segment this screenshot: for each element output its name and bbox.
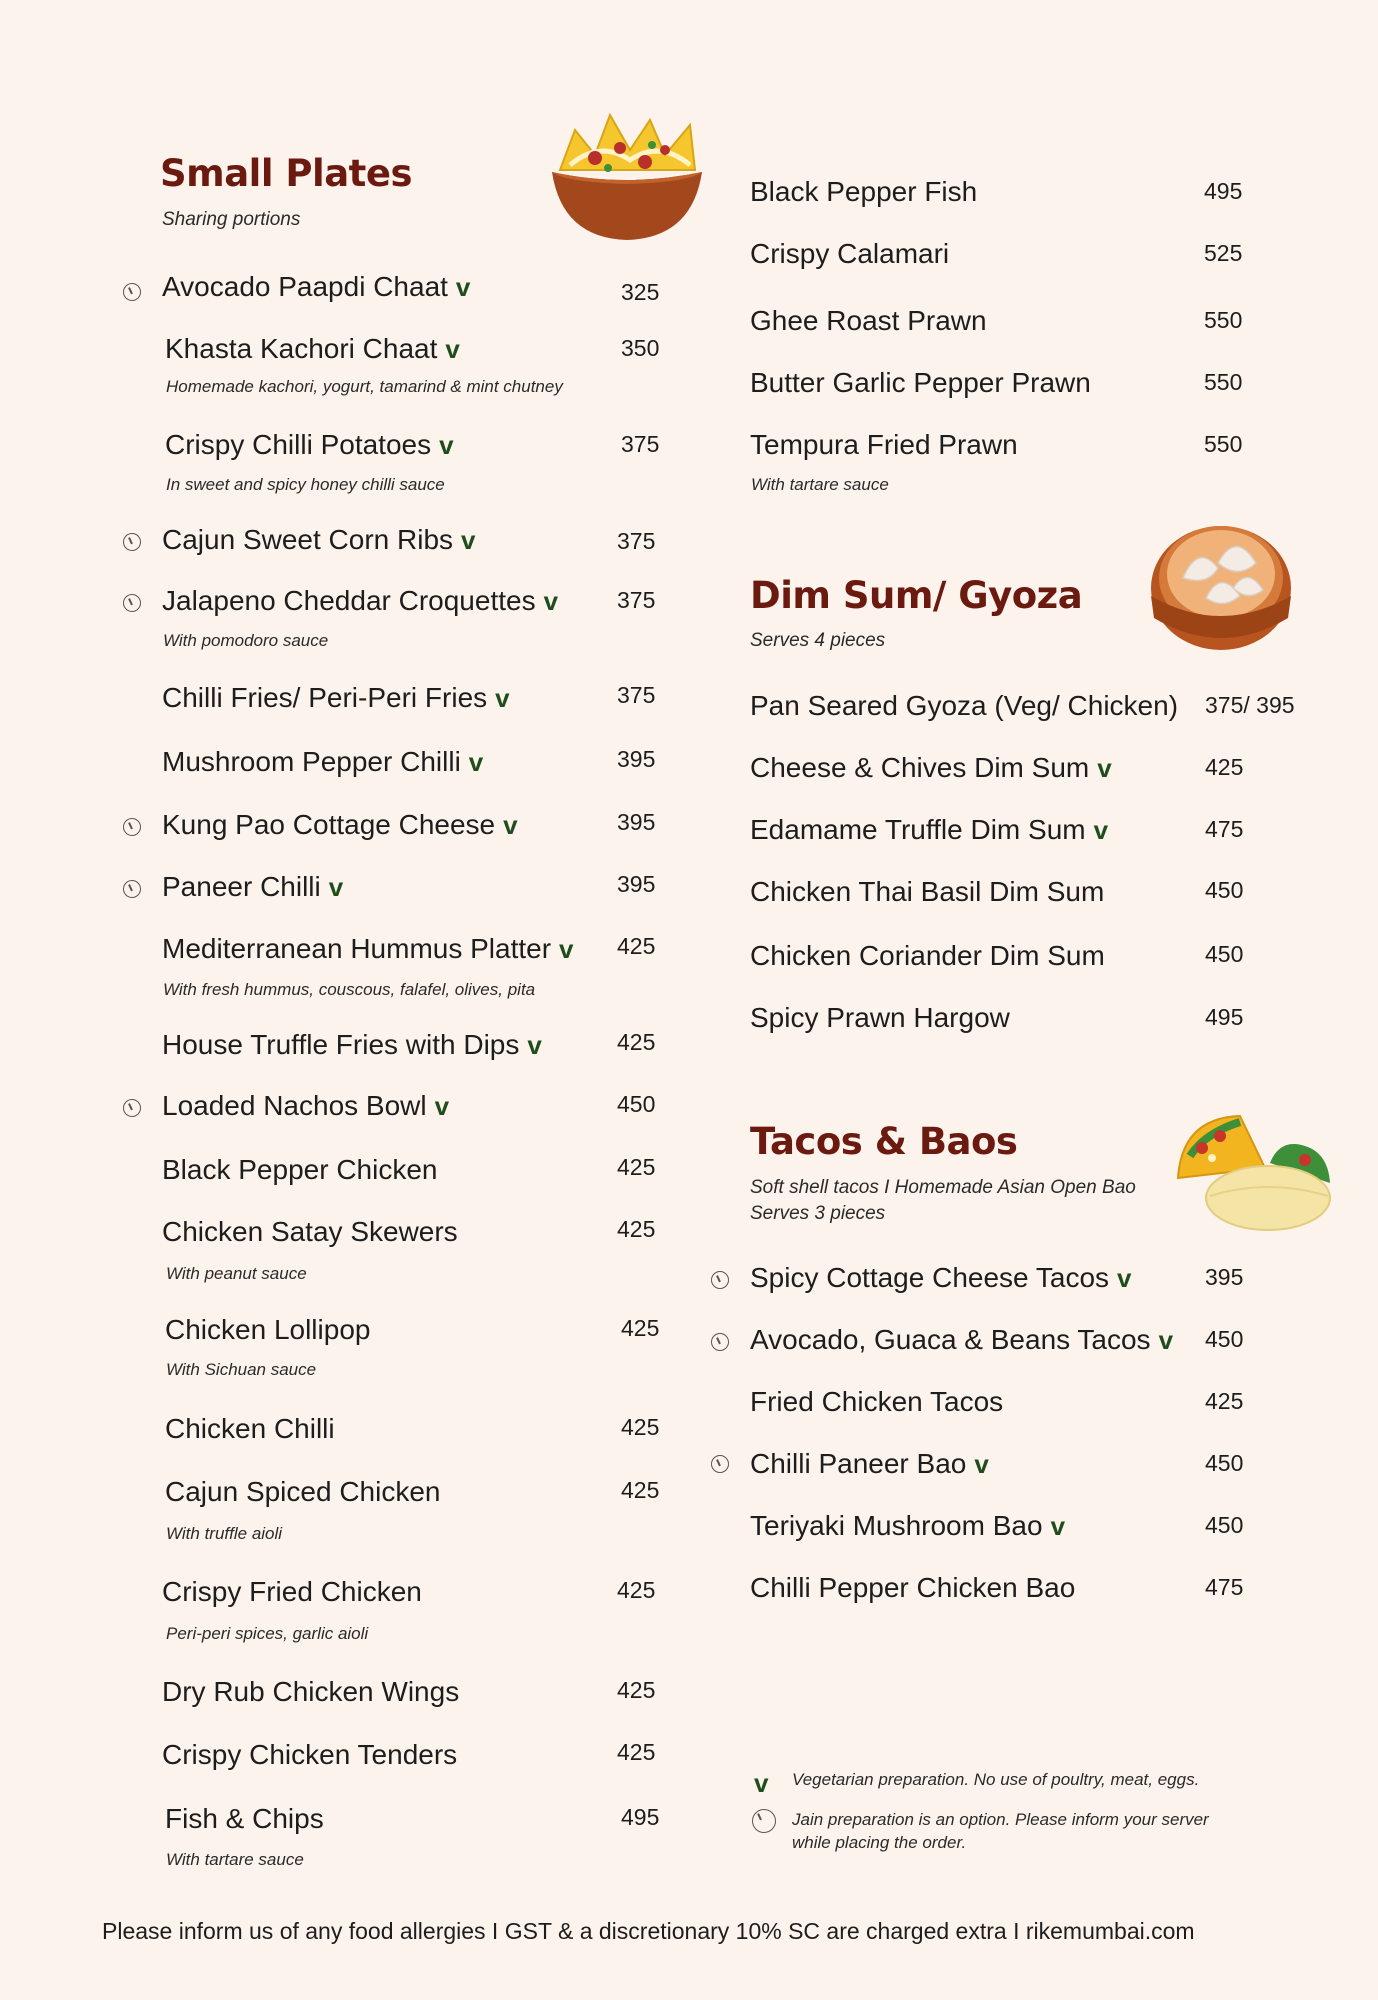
menu-item bbox=[750, 876, 1104, 908]
item-name: Paneer Chilli bbox=[162, 871, 321, 902]
footer-note: Please inform us of any food allergies I GST & a discretionary 10% SC are charged extra I rikemumbai.com bbox=[102, 1918, 1195, 1944]
item-price: 425 bbox=[621, 1477, 660, 1503]
veg-icon: v bbox=[543, 586, 559, 616]
item-name: Loaded Nachos Bowl bbox=[162, 1090, 427, 1121]
jain-icon bbox=[123, 533, 141, 551]
item-price: 425 bbox=[617, 1739, 656, 1765]
item-price: 450 bbox=[1205, 1512, 1244, 1538]
menu-item bbox=[750, 305, 987, 337]
item-name: Pan Seared Gyoza (Veg/ Chicken) bbox=[750, 690, 1179, 721]
veg-icon: v bbox=[455, 272, 471, 302]
menu-item bbox=[162, 1576, 422, 1608]
veg-icon: v bbox=[503, 810, 518, 840]
item-name: Crispy Chilli Potatoes bbox=[165, 429, 432, 460]
item-name: Cajun Sweet Corn Ribs bbox=[162, 524, 454, 555]
menu-item bbox=[162, 1216, 458, 1248]
item-price: 425 bbox=[617, 1677, 656, 1703]
veg-icon: v bbox=[527, 1030, 542, 1060]
menu-item bbox=[162, 682, 510, 714]
tacos-title: Tacos & Baos bbox=[750, 1120, 1018, 1163]
menu-item bbox=[162, 271, 470, 303]
jain-legend-text-line1: Jain preparation is an option. Please inform your server bbox=[792, 1810, 1209, 1829]
jain-icon bbox=[711, 1455, 729, 1473]
item-name: Fish & Chips bbox=[165, 1803, 324, 1834]
menu-item bbox=[750, 752, 1112, 784]
item-name: Spicy Prawn Hargow bbox=[750, 1002, 1010, 1033]
item-description: With tartare sauce bbox=[751, 475, 889, 494]
veg-legend-text: Vegetarian preparation. No use of poultry, meat, eggs. bbox=[792, 1770, 1200, 1789]
item-name: Avocado, Guaca & Beans Tacos bbox=[750, 1324, 1151, 1355]
menu-item bbox=[165, 429, 454, 461]
small-plates-subtitle: Sharing portions bbox=[162, 209, 301, 230]
menu-item bbox=[162, 1029, 542, 1061]
veg-icon: v bbox=[495, 683, 510, 713]
item-description: With tartare sauce bbox=[166, 1850, 304, 1869]
veg-icon: v bbox=[1050, 1511, 1066, 1541]
item-name: Spicy Cottage Cheese Tacos bbox=[750, 1262, 1110, 1293]
item-price: 425 bbox=[617, 1577, 656, 1603]
jain-icon bbox=[711, 1333, 729, 1351]
item-name: Fried Chicken Tacos bbox=[750, 1386, 1004, 1417]
menu-item bbox=[162, 746, 483, 778]
menu-item bbox=[165, 1476, 441, 1508]
menu-item bbox=[165, 333, 460, 365]
dim-sum-subtitle: Serves 4 pieces bbox=[750, 630, 886, 651]
item-price: 395 bbox=[1205, 1264, 1244, 1290]
veg-icon: v bbox=[1117, 1263, 1132, 1293]
item-name: Jalapeno Cheddar Croquettes bbox=[162, 585, 536, 616]
item-name: Edamame Truffle Dim Sum bbox=[750, 814, 1086, 845]
item-name: Avocado Paapdi Chaat bbox=[162, 271, 448, 302]
item-description: In sweet and spicy honey chilli sauce bbox=[166, 475, 445, 494]
jain-icon bbox=[123, 880, 141, 898]
item-name: House Truffle Fries with Dips bbox=[162, 1029, 520, 1060]
item-name: Crispy Fried Chicken bbox=[162, 1576, 422, 1607]
menu-item bbox=[750, 429, 1018, 461]
menu-item bbox=[750, 1510, 1065, 1542]
veg-icon: v bbox=[1158, 1325, 1174, 1355]
menu-item bbox=[750, 814, 1108, 846]
menu-item bbox=[162, 871, 343, 903]
veg-icon: v bbox=[1093, 815, 1109, 845]
menu-item bbox=[162, 1090, 449, 1122]
jain-icon bbox=[123, 283, 141, 301]
item-name: Teriyaki Mushroom Bao bbox=[750, 1510, 1043, 1541]
item-name: Khasta Kachori Chaat bbox=[165, 333, 438, 364]
item-price: 425 bbox=[621, 1414, 660, 1440]
jain-icon bbox=[123, 594, 141, 612]
menu-item bbox=[750, 1448, 989, 1480]
item-name: Chicken Thai Basil Dim Sum bbox=[750, 876, 1105, 907]
item-name: Chilli Pepper Chicken Bao bbox=[750, 1572, 1076, 1603]
item-name: Chicken Coriander Dim Sum bbox=[750, 940, 1105, 971]
veg-icon: v bbox=[974, 1449, 989, 1479]
item-name: Chicken Satay Skewers bbox=[162, 1216, 458, 1247]
item-description: With truffle aioli bbox=[166, 1524, 283, 1543]
item-price: 425 bbox=[617, 1216, 656, 1242]
item-name: Chicken Chilli bbox=[165, 1413, 335, 1444]
item-price: 325 bbox=[621, 279, 660, 305]
item-name: Crispy Calamari bbox=[750, 238, 950, 269]
item-price: 375 bbox=[617, 682, 656, 708]
veg-icon: v bbox=[434, 1091, 450, 1121]
veg-icon: v bbox=[328, 872, 344, 902]
veg-icon: v bbox=[461, 525, 476, 555]
item-name: Kung Pao Cottage Cheese bbox=[162, 809, 496, 840]
nachos-bowl-image bbox=[540, 110, 715, 245]
veg-icon: v bbox=[445, 334, 460, 364]
item-description: With peanut sauce bbox=[166, 1264, 307, 1283]
item-name: Cheese & Chives Dim Sum bbox=[750, 752, 1090, 783]
item-name: Cajun Spiced Chicken bbox=[165, 1476, 441, 1507]
item-price: 425 bbox=[617, 1154, 656, 1180]
item-price: 495 bbox=[1204, 178, 1243, 204]
item-name: Dry Rub Chicken Wings bbox=[162, 1676, 460, 1707]
menu-item bbox=[162, 1154, 437, 1186]
dim-sum-title: Dim Sum/ Gyoza bbox=[750, 574, 1083, 617]
jain-icon bbox=[123, 1099, 141, 1117]
menu-item bbox=[750, 690, 1178, 722]
item-description: Homemade kachori, yogurt, tamarind & mint chutney bbox=[166, 377, 563, 396]
menu-item bbox=[750, 1262, 1132, 1294]
dim-sum-basket-image bbox=[1148, 518, 1294, 663]
menu-item bbox=[165, 1314, 370, 1346]
item-price: 375/ 395 bbox=[1205, 692, 1295, 718]
menu-item bbox=[750, 238, 949, 270]
menu-item bbox=[750, 176, 977, 208]
item-price: 475 bbox=[1205, 816, 1244, 842]
menu-item bbox=[750, 940, 1105, 972]
item-description: With Sichuan sauce bbox=[166, 1360, 317, 1379]
menu-item bbox=[162, 933, 574, 965]
taco-bao-image bbox=[1170, 1108, 1332, 1233]
menu-item bbox=[750, 367, 1091, 399]
item-price: 375 bbox=[621, 431, 660, 457]
menu-item bbox=[750, 1386, 1003, 1418]
item-price: 425 bbox=[617, 933, 656, 959]
item-price: 550 bbox=[1204, 307, 1243, 333]
menu-item bbox=[750, 1002, 1010, 1034]
item-price: 525 bbox=[1204, 240, 1243, 266]
item-price: 395 bbox=[617, 746, 656, 772]
item-name: Crispy Chicken Tenders bbox=[162, 1739, 458, 1770]
menu-item bbox=[162, 585, 558, 617]
item-name: Mediterranean Hummus Platter bbox=[162, 933, 552, 964]
item-price: 495 bbox=[1205, 1004, 1244, 1030]
menu-item bbox=[162, 809, 518, 841]
item-description: Peri-peri spices, garlic aioli bbox=[166, 1624, 369, 1643]
item-price: 425 bbox=[1205, 1388, 1244, 1414]
item-name: Chilli Fries/ Peri-Peri Fries bbox=[162, 682, 488, 713]
jain-icon bbox=[123, 818, 141, 836]
menu-item bbox=[165, 1803, 324, 1835]
item-price: 375 bbox=[617, 528, 656, 554]
item-description: With fresh hummus, couscous, falafel, olives, pita bbox=[163, 980, 536, 999]
menu-item bbox=[750, 1572, 1075, 1604]
item-name: Black Pepper Fish bbox=[750, 176, 978, 207]
tacos-serving-note: Serves 3 pieces bbox=[750, 1203, 886, 1224]
veg-legend-icon: v bbox=[754, 1768, 769, 1798]
item-price: 375 bbox=[617, 587, 656, 613]
item-name: Chicken Lollipop bbox=[165, 1314, 371, 1345]
item-name: Ghee Roast Prawn bbox=[750, 305, 987, 336]
item-price: 350 bbox=[621, 335, 660, 361]
item-description: With pomodoro sauce bbox=[163, 631, 329, 650]
menu-item bbox=[750, 1324, 1173, 1356]
item-price: 450 bbox=[617, 1091, 656, 1117]
item-price: 425 bbox=[617, 1029, 656, 1055]
item-name: Tempura Fried Prawn bbox=[750, 429, 1018, 460]
menu-item bbox=[162, 1739, 457, 1771]
veg-icon: v bbox=[468, 747, 484, 777]
item-price: 475 bbox=[1205, 1574, 1244, 1600]
veg-icon: v bbox=[559, 934, 574, 964]
menu-item bbox=[162, 1676, 459, 1708]
item-price: 550 bbox=[1204, 369, 1243, 395]
item-name: Butter Garlic Pepper Prawn bbox=[750, 367, 1091, 398]
item-price: 495 bbox=[621, 1804, 660, 1830]
small-plates-title: Small Plates bbox=[160, 152, 412, 195]
jain-legend-icon bbox=[752, 1809, 776, 1833]
jain-icon bbox=[711, 1271, 729, 1289]
tacos-subtitle: Soft shell tacos I Homemade Asian Open Bao bbox=[750, 1177, 1136, 1198]
item-price: 395 bbox=[617, 809, 656, 835]
item-price: 425 bbox=[621, 1315, 660, 1341]
item-price: 550 bbox=[1204, 431, 1243, 457]
item-name: Chilli Paneer Bao bbox=[750, 1448, 967, 1479]
veg-icon: v bbox=[439, 430, 454, 460]
item-price: 395 bbox=[617, 871, 656, 897]
item-price: 425 bbox=[1205, 754, 1244, 780]
item-name: Black Pepper Chicken bbox=[162, 1154, 438, 1185]
menu-item bbox=[162, 524, 476, 556]
jain-legend-text-line2: while placing the order. bbox=[792, 1833, 967, 1852]
item-price: 450 bbox=[1205, 1450, 1244, 1476]
item-price: 450 bbox=[1205, 941, 1244, 967]
item-name: Mushroom Pepper Chilli bbox=[162, 746, 461, 777]
item-price: 450 bbox=[1205, 1326, 1244, 1352]
menu-item bbox=[165, 1413, 335, 1445]
veg-icon: v bbox=[1097, 753, 1112, 783]
item-price: 450 bbox=[1205, 877, 1244, 903]
